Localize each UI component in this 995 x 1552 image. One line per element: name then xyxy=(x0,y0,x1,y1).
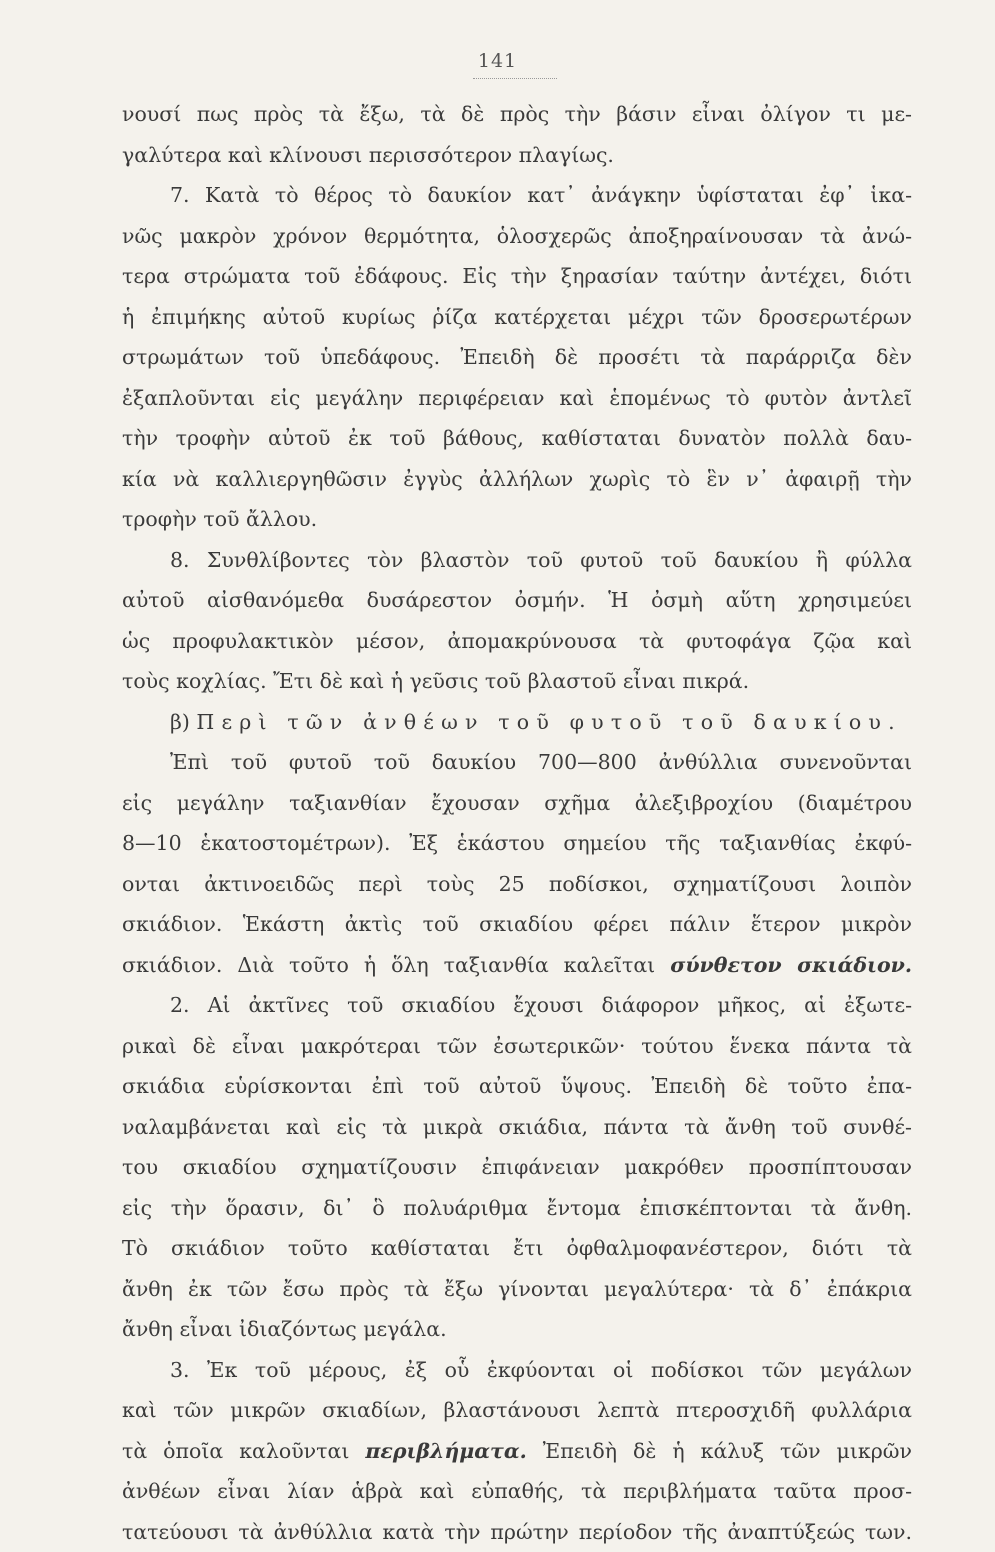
text-line: 8—10 ἑκατοστομέτρων). Ἐξ ἑκάστου σημείου τῆς ταξιανθίας ἐκφύ- xyxy=(122,823,912,864)
text-line: ρικαὶ δὲ εἶναι μακρότεραι τῶν ἐσωτερικῶν· τούτου ἕνεκα πάντα τὰ xyxy=(122,1026,912,1067)
paragraphs-2-3 xyxy=(122,985,912,1431)
section-heading xyxy=(122,702,912,743)
paragraph-3-end xyxy=(122,1471,912,1552)
text-line: ἄνθη ἐκ τῶν ἔσω πρὸς τὰ ἔξω γίνονται μεγαλύτερα· τὰ δ᾽ ἐπάκρια xyxy=(122,1269,912,1310)
text-line: Ἐπὶ τοῦ φυτοῦ τοῦ δαυκίου 700—800 ἀνθύλλια συνενοῦνται xyxy=(122,742,912,783)
text-line-bracts-before: τὰ ὁποῖα καλοῦνται xyxy=(122,1439,349,1463)
emphasis-composite-umbel: σύνθετον σκιάδιον. xyxy=(670,953,912,977)
text-line-bracts xyxy=(122,1431,912,1472)
text-line: ναλαμβάνεται καὶ εἰς τὰ μικρὰ σκιάδια, πάντα τὰ ἄνθη τοῦ συνθέ- xyxy=(122,1107,912,1148)
text-line: ἀνθέων εἶναι λίαν ἁβρὰ καὶ εὐπαθής, τὰ περιβλήματα ταῦτα προσ- xyxy=(122,1471,912,1512)
text-line: καὶ τῶν μικρῶν σκιαδίων, βλαστάνουσι λεπτὰ πτεροσχιδῆ φυλλάρια xyxy=(122,1390,912,1431)
paragraphs-7-8 xyxy=(122,94,912,702)
text-line-bracts-after: Ἐπειδὴ δὲ ἡ κάλυξ τῶν μικρῶν xyxy=(543,1439,912,1463)
text-line: 7. Κατὰ τὸ θέρος τὸ δαυκίον κατ᾽ ἀνάγκην ὑφίσταται ἐφ᾽ ἱκα- xyxy=(122,175,912,216)
text-line: τερα στρώματα τοῦ ἐδάφους. Εἰς τὴν ξηρασίαν ταύτην ἀντέχει, διότι xyxy=(122,256,912,297)
text-line: εἰς τὴν ὅρασιν, δι᾽ ὃ πολυάριθμα ἔντομα ἐπισκέπτονται τὰ ἄνθη. xyxy=(122,1188,912,1229)
paragraph-flowers-1 xyxy=(122,742,912,945)
text-line: αὐτοῦ αἰσθανόμεθα δυσάρεστον ὀσμήν. Ἡ ὀσμὴ αὕτη χρησιμεύει xyxy=(122,580,912,621)
text-line: τροφὴν τοῦ ἄλλου. xyxy=(122,499,912,540)
text-line: 8. Συνθλίβοντες τὸν βλαστὸν τοῦ φυτοῦ τοῦ δαυκίου ἢ φύλλα xyxy=(122,540,912,581)
text-line: κία νὰ καλλιεργηθῶσιν ἐγγὺς ἀλλήλων χωρὶς τὸ ἓν ν᾽ ἀφαιρῇ τὴν xyxy=(122,459,912,500)
text-line: ονται ἀκτινοειδῶς περὶ τοὺς 25 ποδίσκοι, σχηματίζουσι λοιπὸν xyxy=(122,864,912,905)
emphasis-bracts: περιβλήματα. xyxy=(365,1439,526,1463)
text-line: Τὸ σκιάδιον τοῦτο καθίσταται ἔτι ὀφθαλμοφανέστερον, διότι τὰ xyxy=(122,1228,912,1269)
text-line: ἐξαπλοῦνται εἰς μεγάλην περιφέρειαν καὶ ἑπομένως τὸ φυτὸν ἀντλεῖ xyxy=(122,378,912,419)
text-line: νῶς μακρὸν χρόνον θερμότητα, ὁλοσχερῶς ἀποξηραίνουσαν τὰ ἀνώ- xyxy=(122,216,912,257)
text-line: 2. Αἱ ἀκτῖνες τοῦ σκιαδίου ἔχουσι διάφορον μῆκος, αἱ ἐξωτε- xyxy=(122,985,912,1026)
text-line: στρωμάτων τοῦ ὑπεδάφους. Ἐπειδὴ δὲ προσέτι τὰ παράρριζα δὲν xyxy=(122,337,912,378)
section-heading-prefix: β) xyxy=(170,710,190,734)
text-line-composite-text: σκιάδιον. Διὰ τοῦτο ἡ ὅλη ταξιανθία καλεῖται xyxy=(122,953,655,977)
text-line: σκιάδιον. Ἑκάστη ἀκτὶς τοῦ σκιαδίου φέρει πάλιν ἕτερον μικρὸν xyxy=(122,904,912,945)
text-line: τὴν τροφὴν αὐτοῦ ἐκ τοῦ βάθους, καθίσταται δυνατὸν πολλὰ δαυ- xyxy=(122,418,912,459)
text-line: του σκιαδίου σχηματίζουσιν ἐπιφάνειαν μακρόθεν προσπίπτουσαν xyxy=(122,1147,912,1188)
text-line: ἄνθη εἶναι ἰδιαζόντως μεγάλα. xyxy=(122,1309,912,1350)
text-line: νουσί πως πρὸς τὰ ἔξω, τὰ δὲ πρὸς τὴν βάσιν εἶναι ὀλίγον τι με- xyxy=(122,94,912,135)
section-heading-title: Περὶ τῶν ἀνθέων τοῦ φυτοῦ τοῦ δαυκίου. xyxy=(196,710,901,734)
text-line: 3. Ἐκ τοῦ μέρους, ἐξ οὗ ἐκφύονται οἱ ποδίσκοι τῶν μεγάλων xyxy=(122,1350,912,1391)
body-text xyxy=(122,94,912,1552)
text-line: ὡς προφυλακτικὸν μέσον, ἀπομακρύνουσα τὰ φυτοφάγα ζῷα καὶ xyxy=(122,621,912,662)
page-number: 141 xyxy=(0,50,995,72)
text-line: τοὺς κοχλίας. Ἔτι δὲ καὶ ἡ γεῦσις τοῦ βλαστοῦ εἶναι πικρά. xyxy=(122,661,912,702)
text-line: εἰς μεγάλην ταξιανθίαν ἔχουσαν σχῆμα ἀλεξιβροχίου (διαμέτρου xyxy=(122,783,912,824)
header-rule xyxy=(473,78,557,79)
text-line: ἡ ἐπιμήκης αὐτοῦ κυρίως ῥίζα κατέρχεται μέχρι τῶν δροσερωτέρων xyxy=(122,297,912,338)
text-line: τατεύουσι τὰ ἀνθύλλια κατὰ τὴν πρώτην περίοδον τῆς ἀναπτύξεώς των. xyxy=(122,1512,912,1552)
text-line: γαλύτερα καὶ κλίνουσι περισσότερον πλαγίως. xyxy=(122,135,912,176)
text-line: σκιάδια εὑρίσκονται ἐπὶ τοῦ αὐτοῦ ὕψους. Ἐπειδὴ δὲ τοῦτο ἐπα- xyxy=(122,1066,912,1107)
text-line-composite xyxy=(122,945,912,986)
